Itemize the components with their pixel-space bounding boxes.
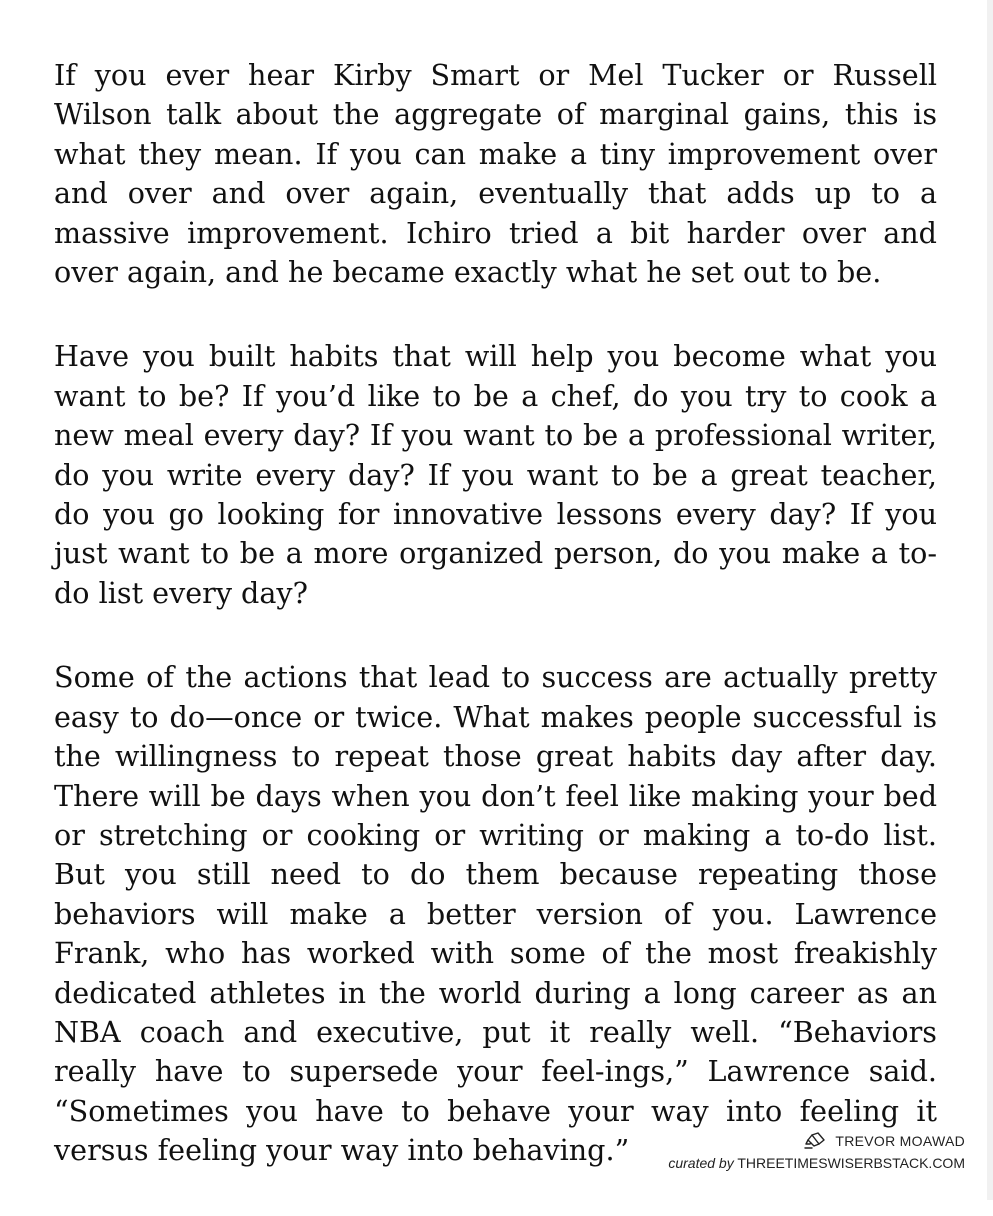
curated-source: THREETIMESWISERBSTACK.COM bbox=[737, 1155, 965, 1171]
author-name: TREVOR MOAWAD bbox=[835, 1133, 965, 1149]
curated-prefix: curated by bbox=[668, 1155, 734, 1171]
curated-line bbox=[668, 1152, 965, 1174]
page-edge bbox=[987, 0, 993, 1200]
article-body bbox=[54, 56, 937, 1216]
attribution bbox=[668, 1130, 965, 1174]
paragraph-1: If you ever hear Kirby Smart or Mel Tucker or Russell Wilson talk about the aggregate of marginal gains, this is what they mean. If you can make a tiny improvement over and over and over again, eventually that adds up to a massive improvement. Ichiro tried a bit harder over and over again, and he became exactly what he set out to be. bbox=[54, 58, 937, 290]
paragraph-2: Have you built habits that will help you become what you want to be? If you’d like to be a chef, do you try to cook a new meal every day? If you want to be a professional writer, do you write every day? If you want to be a great teacher, do you go looking for innovative lessons every day? If you just want to be a more organized person, do you make a to-do list every day? bbox=[54, 339, 937, 610]
paragraph-3: Some of the actions that lead to success are actually pretty easy to do—once or twice. What makes people successful is the willingness to repeat those great habits day after day. There will be days when you don’t feel like making your bed or stretching or cooking or writing or making a to-do list. But you still need to do them because repeating those behaviors will make a better version of you. Lawrence Frank, who has worked with some of the most freakishly dedicated athletes in the world during a long career as an NBA coach and executive, put it really well. “Behaviors really have to supersede your feel-ings,” Lawrence said. “Sometimes you have to behave your way into feeling it versus feeling your way into behaving.” bbox=[54, 660, 937, 1168]
author-line bbox=[668, 1130, 965, 1152]
highlighter-icon bbox=[803, 1131, 827, 1151]
